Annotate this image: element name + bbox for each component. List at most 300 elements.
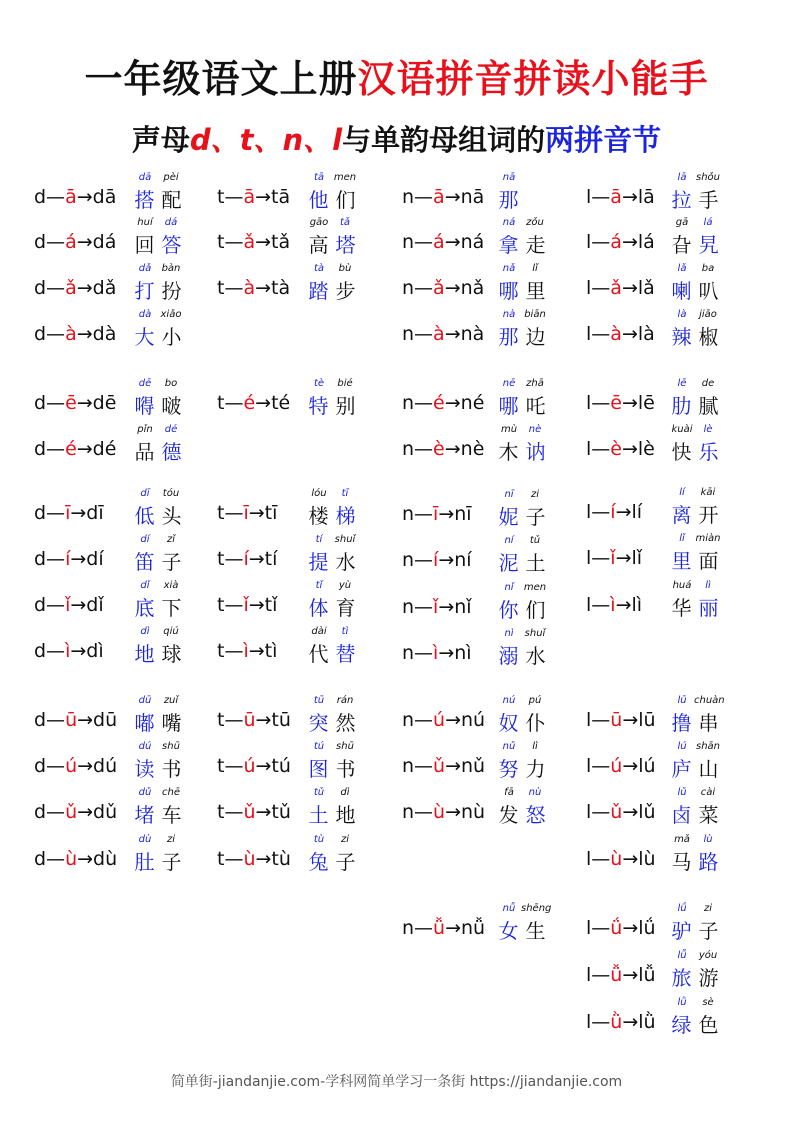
syllable-result: →nú xyxy=(445,709,486,731)
pinyin-2: de xyxy=(701,378,715,389)
spelling-formula xyxy=(34,709,117,731)
spelling-formula xyxy=(402,503,472,525)
initial-letter: d— xyxy=(34,594,66,616)
word-characters xyxy=(495,594,553,623)
character-1: 发 xyxy=(498,803,519,827)
pinyin-2: zi xyxy=(703,903,713,914)
word-characters xyxy=(131,500,189,529)
character-1: 笛 xyxy=(134,550,155,574)
character-2: 配 xyxy=(161,188,182,212)
word-characters xyxy=(668,184,726,213)
initial-letter: n— xyxy=(402,392,434,414)
character-1: 辣 xyxy=(671,325,692,349)
final-letter: ì xyxy=(65,640,71,662)
final-letter: ē xyxy=(610,392,622,414)
final-letter: é xyxy=(433,392,445,414)
character-2: 书 xyxy=(161,757,182,781)
character-1: 嘟 xyxy=(134,711,155,735)
character-1: 卤 xyxy=(671,803,692,827)
final-letter: ǎ xyxy=(243,231,256,253)
pinyin-2: biān xyxy=(524,309,546,320)
pinyin-1: huá xyxy=(672,580,692,591)
syllable-result: →dā xyxy=(76,186,117,208)
word-characters xyxy=(495,915,553,944)
character-1: 底 xyxy=(134,596,155,620)
word-characters xyxy=(131,436,189,465)
character-2: 塔 xyxy=(335,233,356,257)
pinyin-1: tā xyxy=(313,172,325,183)
word-characters xyxy=(305,592,363,621)
initial-letter: d— xyxy=(34,801,66,823)
syllable-result: →dé xyxy=(76,438,117,460)
pinyin-2: xià xyxy=(163,580,179,591)
pinyin-1: lí xyxy=(679,487,685,498)
word-characters xyxy=(131,546,189,575)
character-1: 图 xyxy=(308,757,329,781)
pinyin-1: dǔ xyxy=(138,787,152,798)
final-letter: í xyxy=(610,501,616,523)
initial-letter: d— xyxy=(34,186,66,208)
character-1: 木 xyxy=(498,440,519,464)
syllable-result: →là xyxy=(621,323,655,345)
pinyin-2: zi xyxy=(530,489,540,500)
word-characters xyxy=(495,436,553,465)
pinyin-2: lè xyxy=(703,424,713,435)
syllable-result: →dē xyxy=(76,392,117,414)
character-2: 里 xyxy=(525,279,546,303)
spelling-formula xyxy=(217,848,291,870)
spelling-formula xyxy=(402,755,485,777)
character-1: 嘚 xyxy=(134,394,155,418)
character-1: 土 xyxy=(308,803,329,827)
pinyin-1: tú xyxy=(313,741,325,752)
word-characters xyxy=(305,275,363,304)
spelling-formula xyxy=(217,755,291,777)
pinyin-1: dù xyxy=(138,834,152,845)
pinyin-2: sè xyxy=(702,997,714,1008)
character-1: 绿 xyxy=(671,1013,692,1037)
pinyin-1: dí xyxy=(140,534,150,545)
word-characters xyxy=(305,846,363,875)
initial-letter: n— xyxy=(402,755,434,777)
pinyin-2: dé xyxy=(164,424,178,435)
word-characters xyxy=(668,962,726,991)
syllable-result: →té xyxy=(255,392,291,414)
final-letter: ī xyxy=(243,502,249,524)
character-1: 泥 xyxy=(498,551,519,575)
pinyin-1: tù xyxy=(313,834,325,845)
character-1: 踏 xyxy=(308,279,329,303)
syllable-result: →dǎ xyxy=(76,277,117,299)
character-2: 边 xyxy=(525,325,546,349)
spelling-formula xyxy=(217,186,290,208)
initial-letter: n— xyxy=(402,186,434,208)
pinyin-2: lǐ xyxy=(532,263,538,274)
pinyin-1: lū xyxy=(677,695,687,706)
initial-letter: l— xyxy=(586,277,611,299)
character-1: 那 xyxy=(498,188,519,212)
pinyin-2: lì xyxy=(705,580,711,591)
pinyin-1: huí xyxy=(137,217,153,228)
initial-letter: t— xyxy=(217,502,244,524)
syllable-result: →tǐ xyxy=(248,594,278,616)
final-letter: ù xyxy=(65,848,78,870)
syllable-result: →tì xyxy=(248,640,278,662)
character-1: 打 xyxy=(134,279,155,303)
final-letter: ú xyxy=(610,755,623,777)
pinyin-1: dài xyxy=(311,626,327,637)
pinyin-1: lǘ xyxy=(677,903,687,914)
initial-letter: d— xyxy=(34,231,66,253)
character-1: 庐 xyxy=(671,757,692,781)
initial-letter: n— xyxy=(402,709,434,731)
character-2: 扮 xyxy=(161,279,182,303)
final-letter: ù xyxy=(433,801,446,823)
word-characters xyxy=(131,321,189,350)
pinyin-2: yóu xyxy=(698,950,718,961)
spelling-formula xyxy=(402,438,484,460)
character-1: 努 xyxy=(498,757,519,781)
pinyin-1: dǐ xyxy=(140,580,150,591)
pinyin-1: nà xyxy=(502,309,516,320)
final-letter: à xyxy=(243,277,256,299)
final-letter: ǎ xyxy=(65,277,77,299)
word-characters xyxy=(305,500,363,529)
word-characters xyxy=(131,799,189,828)
character-2: 手 xyxy=(698,188,719,212)
pinyin-1: kuài xyxy=(671,424,693,435)
character-2: 梯 xyxy=(335,504,356,528)
final-letter: ǚ xyxy=(610,964,623,986)
final-letter: ā xyxy=(433,186,445,208)
word-characters xyxy=(131,707,189,736)
final-letter: ē xyxy=(65,392,77,414)
pinyin-1: ná xyxy=(502,217,516,228)
final-letter: ù xyxy=(243,848,256,870)
character-1: 地 xyxy=(134,642,155,666)
syllable-result: →nǐ xyxy=(438,596,472,618)
final-letter: ǔ xyxy=(243,801,256,823)
character-1: 他 xyxy=(308,188,329,212)
character-2: 头 xyxy=(161,504,182,528)
character-1: 大 xyxy=(134,325,155,349)
syllable-result: →lā xyxy=(621,186,655,208)
pinyin-1: nǔ xyxy=(502,741,516,752)
character-2: 旯 xyxy=(698,233,719,257)
pinyin-1: fā xyxy=(504,787,514,798)
character-2: 土 xyxy=(525,551,546,575)
syllable-result: →tí xyxy=(248,548,278,570)
syllable-result: →lì xyxy=(615,594,643,616)
character-2: 水 xyxy=(525,644,546,668)
initial-letter: l— xyxy=(586,438,611,460)
spelling-formula xyxy=(402,392,484,414)
syllable-result: →lū xyxy=(622,709,656,731)
character-1: 溺 xyxy=(498,644,519,668)
character-2: 力 xyxy=(525,757,546,781)
spelling-formula xyxy=(34,594,104,616)
final-letter: ā xyxy=(243,186,256,208)
pinyin-2: men xyxy=(333,172,357,183)
pinyin-1: nā xyxy=(502,172,516,183)
character-1: 驴 xyxy=(671,919,692,943)
syllable-result: →dì xyxy=(70,640,104,662)
word-characters xyxy=(668,846,726,875)
pinyin-2: rán xyxy=(336,695,354,706)
character-2: 子 xyxy=(161,850,182,874)
pinyin-1: lǜ xyxy=(677,997,687,1008)
pinyin-2: lì xyxy=(532,741,538,752)
final-letter: ì xyxy=(433,642,439,664)
spelling-formula xyxy=(402,323,484,345)
character-2: 下 xyxy=(161,596,182,620)
initial-letter: t— xyxy=(217,231,244,253)
word-characters xyxy=(305,799,363,828)
word-characters xyxy=(305,638,363,667)
pinyin-1: nǚ xyxy=(502,903,516,914)
footer: 简单街-jiandanjie.com-学科网简单学习一条街 https://jiandanjie.com xyxy=(170,1074,623,1090)
character-1: 高 xyxy=(308,233,329,257)
spelling-formula xyxy=(586,438,655,460)
word-characters xyxy=(495,321,553,350)
syllable-result: →lí xyxy=(615,501,643,523)
pinyin-1: nē xyxy=(502,378,516,389)
character-1: 兔 xyxy=(308,850,329,874)
final-letter: ǔ xyxy=(433,755,446,777)
final-letter: ǐ xyxy=(610,547,616,569)
syllable-result: →ná xyxy=(444,231,485,253)
syllable-result: →dī xyxy=(70,502,104,524)
pinyin-2: tǎ xyxy=(339,217,351,228)
syllable-result: →lǘ xyxy=(622,917,656,939)
character-1: 哪 xyxy=(498,279,519,303)
character-2: 山 xyxy=(698,757,719,781)
word-characters xyxy=(131,638,189,667)
character-2: 们 xyxy=(335,188,356,212)
initial-letter: t— xyxy=(217,640,244,662)
spelling-formula xyxy=(586,547,642,569)
character-1: 旮 xyxy=(671,233,692,257)
pinyin-1: nī xyxy=(504,489,514,500)
word-characters xyxy=(668,436,726,465)
initial-letter: d— xyxy=(34,277,66,299)
initial-letter: l— xyxy=(586,392,611,414)
syllable-result: →lǔ xyxy=(622,801,656,823)
word-characters xyxy=(305,546,363,575)
final-letter: à xyxy=(65,323,77,345)
final-letter: ǐ xyxy=(243,594,249,616)
pinyin-2: bàn xyxy=(161,263,181,274)
syllable-result: →dà xyxy=(76,323,117,345)
spelling-formula xyxy=(586,186,655,208)
initial-letter: l— xyxy=(586,501,611,523)
character-2: 子 xyxy=(161,550,182,574)
syllable-result: →dū xyxy=(77,709,118,731)
pinyin-1: dū xyxy=(138,695,152,706)
character-1: 代 xyxy=(308,642,329,666)
spelling-formula xyxy=(34,186,116,208)
syllable-result: →nè xyxy=(444,438,485,460)
pinyin-2: pèi xyxy=(163,172,179,183)
final-letter: ú xyxy=(65,755,78,777)
syllable-result: →tù xyxy=(255,848,291,870)
initial-letter: n— xyxy=(402,549,434,571)
final-letter: ù xyxy=(610,848,623,870)
spelling-formula xyxy=(402,642,472,664)
spelling-formula xyxy=(217,594,277,616)
initial-letter: t— xyxy=(217,594,244,616)
syllable-result: →dù xyxy=(77,848,118,870)
syllable-result: →nǔ xyxy=(445,755,486,777)
final-letter: ā xyxy=(610,186,622,208)
character-1: 你 xyxy=(498,598,519,622)
pinyin-2: zǒu xyxy=(526,217,544,228)
character-2: 啵 xyxy=(161,394,182,418)
pinyin-1: nǐ xyxy=(504,582,514,593)
final-letter: í xyxy=(65,548,71,570)
pinyin-1: lē xyxy=(677,378,687,389)
character-1: 拉 xyxy=(671,188,692,212)
word-characters xyxy=(668,799,726,828)
spelling-formula xyxy=(217,640,277,662)
initial-letter: n— xyxy=(402,917,434,939)
pinyin-2: shuǐ xyxy=(334,534,356,545)
spelling-formula xyxy=(586,964,656,986)
initial-letter: d— xyxy=(34,548,66,570)
character-2: 水 xyxy=(335,550,356,574)
word-characters xyxy=(131,390,189,419)
spelling-formula xyxy=(402,917,485,939)
syllable-result: →dú xyxy=(77,755,118,777)
final-letter: ǐ xyxy=(433,596,439,618)
pinyin-2: men xyxy=(523,582,547,593)
word-characters xyxy=(668,229,726,258)
pinyin-1: dà xyxy=(138,309,152,320)
word-characters xyxy=(305,184,363,213)
spelling-formula xyxy=(34,277,116,299)
initial-letter: n— xyxy=(402,277,434,299)
pinyin-2: zhā xyxy=(526,378,544,389)
initial-letter: t— xyxy=(217,848,244,870)
character-1: 搭 xyxy=(134,188,155,212)
spelling-formula xyxy=(586,392,655,414)
character-1: 快 xyxy=(671,440,692,464)
character-1: 旅 xyxy=(671,966,692,990)
initial-letter: t— xyxy=(217,186,244,208)
word-characters xyxy=(495,640,553,669)
syllable-result: →lè xyxy=(621,438,655,460)
word-characters xyxy=(668,545,726,574)
character-2: 吒 xyxy=(525,394,546,418)
final-letter: ú xyxy=(433,709,446,731)
spelling-formula xyxy=(402,709,485,731)
syllable-result: →nǎ xyxy=(444,277,485,299)
character-2: 小 xyxy=(161,325,182,349)
final-letter: ū xyxy=(65,709,78,731)
pinyin-2: tǔ xyxy=(529,535,541,546)
pinyin-1: dì xyxy=(140,626,150,637)
syllable-result: →tǔ xyxy=(255,801,291,823)
final-letter: ǔ xyxy=(610,801,623,823)
pinyin-2: zi xyxy=(166,834,176,845)
final-letter: á xyxy=(433,231,445,253)
final-letter: ǎ xyxy=(433,277,445,299)
initial-letter: l— xyxy=(586,186,611,208)
final-letter: é xyxy=(65,438,77,460)
pinyin-2: shū xyxy=(336,741,354,752)
character-1: 奴 xyxy=(498,711,519,735)
pinyin-1: tǐ xyxy=(315,580,323,591)
pinyin-1: lóu xyxy=(311,488,327,499)
final-letter: ì xyxy=(243,640,249,662)
syllable-result: →tā xyxy=(255,186,291,208)
word-characters xyxy=(305,707,363,736)
spelling-formula xyxy=(217,709,291,731)
character-1: 突 xyxy=(308,711,329,735)
pinyin-2: xiǎo xyxy=(160,309,182,320)
word-characters xyxy=(131,846,189,875)
word-characters xyxy=(668,1009,726,1038)
character-1: 妮 xyxy=(498,505,519,529)
final-letter: ì xyxy=(610,594,616,616)
initial-letter: l— xyxy=(586,801,611,823)
character-2: 答 xyxy=(161,233,182,257)
character-1: 马 xyxy=(671,850,692,874)
syllable-result: →nǚ xyxy=(445,917,486,939)
spelling-formula xyxy=(34,548,104,570)
pinyin-2: shān xyxy=(695,741,720,752)
word-characters xyxy=(668,592,726,621)
syllable-result: →dá xyxy=(76,231,117,253)
pinyin-1: lǔ xyxy=(677,787,687,798)
final-letter: ǐ xyxy=(65,594,71,616)
pinyin-2: ba xyxy=(701,263,715,274)
pinyin-1: nǎ xyxy=(502,263,516,274)
character-1: 那 xyxy=(498,325,519,349)
pinyin-1: pǐn xyxy=(137,424,153,435)
spelling-formula xyxy=(217,548,277,570)
pinyin-1: tí xyxy=(315,534,323,545)
pinyin-1: lǚ xyxy=(677,950,687,961)
spelling-formula xyxy=(586,755,656,777)
pinyin-2: bié xyxy=(337,378,353,389)
syllable-result: →tà xyxy=(255,277,291,299)
spelling-formula xyxy=(402,801,485,823)
character-2: 叭 xyxy=(698,279,719,303)
character-2: 怒 xyxy=(525,803,546,827)
spelling-formula xyxy=(217,801,291,823)
initial-letter: d— xyxy=(34,438,66,460)
word-characters xyxy=(668,275,726,304)
word-characters xyxy=(668,321,726,350)
character-2: 走 xyxy=(525,233,546,257)
initial-letter: t— xyxy=(217,755,244,777)
spelling-formula xyxy=(34,438,116,460)
character-1: 肚 xyxy=(134,850,155,874)
final-letter: ī xyxy=(433,503,439,525)
pinyin-1: là xyxy=(677,309,687,320)
syllable-result: →nù xyxy=(445,801,486,823)
final-letter: à xyxy=(433,323,445,345)
initial-letter: n— xyxy=(402,801,434,823)
word-characters xyxy=(131,753,189,782)
character-2: 德 xyxy=(161,440,182,464)
final-letter: è xyxy=(433,438,445,460)
initial-letter: t— xyxy=(217,277,244,299)
character-1: 华 xyxy=(671,596,692,620)
pinyin-2: cài xyxy=(700,787,716,798)
final-letter: é xyxy=(243,392,256,414)
